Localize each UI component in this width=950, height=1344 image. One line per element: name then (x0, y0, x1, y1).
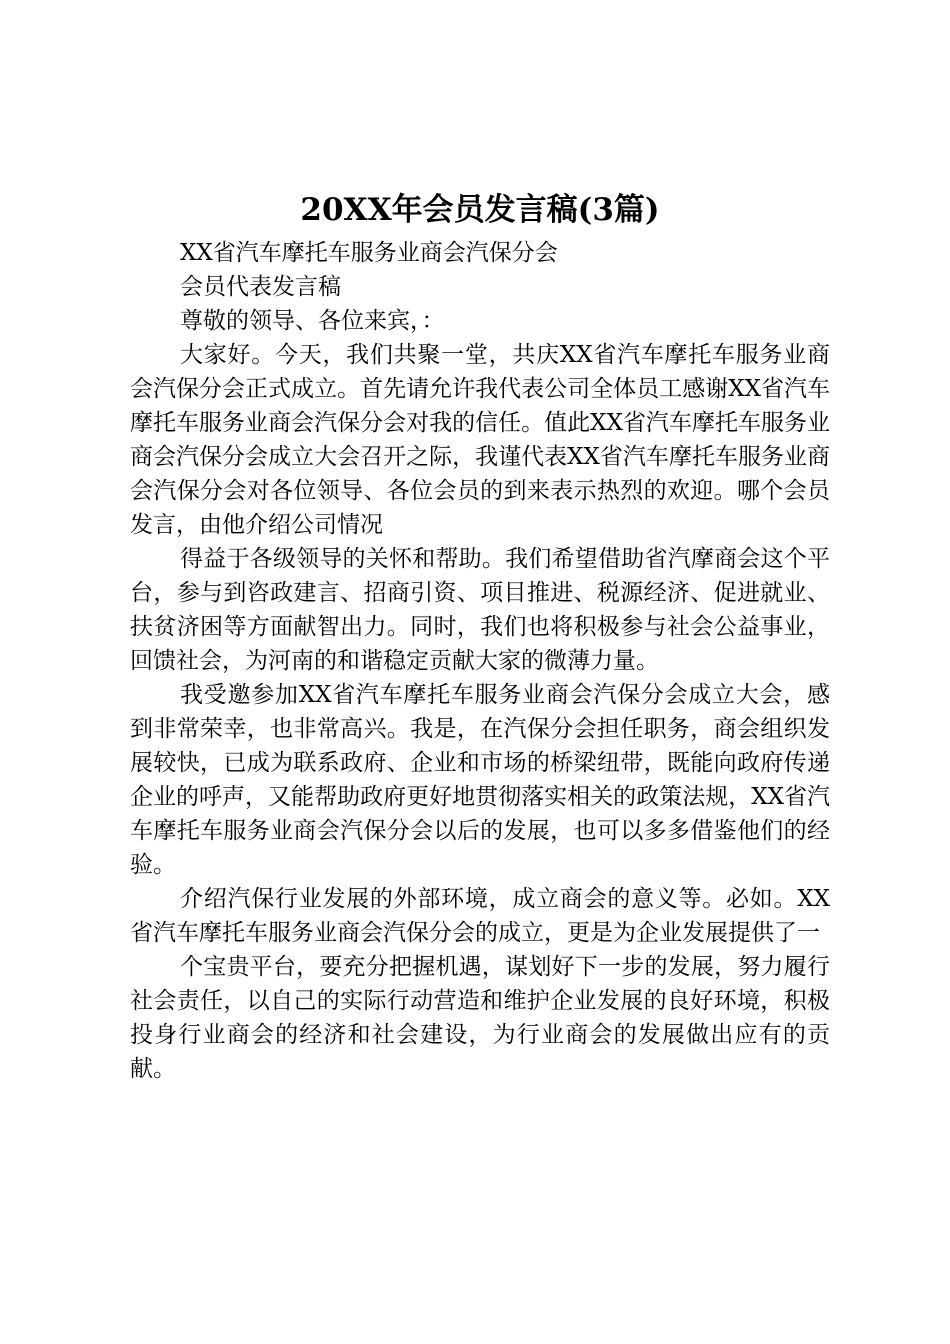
paragraph-org-name: XX省汽车摩托车服务业商会汽保分会 (180, 240, 558, 266)
paragraph-invitation: 我受邀参加XX省汽车摩托车服务业商会汽保分会成立大会，感到非常荣幸，也非常高兴。我是，在汽保分会担任职务，商会组织发展较快，已成为联系政府、企业和市场的桥梁纽带，既能向政府传递企业的呼声，又能帮助政府更好地贯彻落实相关的政策法规，XX省汽车摩托车服务业商会汽保分会以后的发展，也可以多多借鉴他们的经验。 (130, 682, 830, 878)
paragraph-greeting: 大家好。今天，我们共聚一堂，共庆XX省汽车摩托车服务业商会汽保分会正式成立。首先请允许我代表公司全体员工感谢XX省汽车摩托车服务业商会汽保分会对我的信任。值此XX省汽车摩托车服务业商会汽保分会成立大会召开之际，我谨代表XX省汽车摩托车服务业商会汽保分会对各位领导、各位会员的到来表示热烈的欢迎。哪个会员发言，由他介绍公司情况 (130, 342, 830, 538)
paragraph-environment: 介绍汽保行业发展的外部环境，成立商会的意义等。必如。XX省汽车摩托车服务业商会汽保分会的成立，更是为企业发展提供了一 (130, 886, 830, 946)
paragraph-conclusion: 个宝贵平台，要充分把握机遇，谋划好下一步的发展，努力履行社会责任，以自己的实际行动营造和维护企业发展的良好环境，积极投身行业商会的经济和社会建设，为行业商会的发展做出应有的贡献。 (130, 954, 830, 1082)
document-title: 20XX年会员发言稿(3篇) (300, 192, 660, 228)
paragraph-salutation: 尊敬的领导、各位来宾，： (180, 308, 445, 334)
document-body (130, 188, 830, 1086)
paragraph-subtitle: 会员代表发言稿 (180, 274, 341, 300)
paragraph-platform: 得益于各级领导的关怀和帮助。我们希望借助省汽摩商会这个平台，参与到咨政建言、招商引资、项目推进、税源经济、促进就业、扶贫济困等方面献智出力。同时，我们也将积极参与社会公益事业，回馈社会，为河南的和谐稳定贡献大家的微薄力量。 (130, 546, 830, 674)
